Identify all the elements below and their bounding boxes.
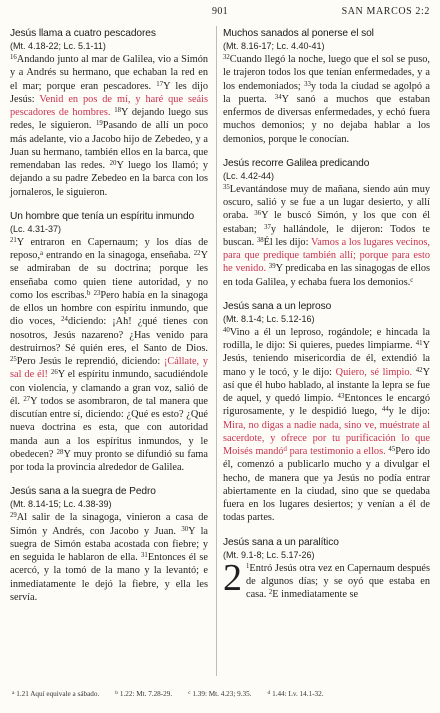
verse-number: 37 — [264, 223, 271, 231]
verse-number: 44 — [381, 406, 389, 414]
footnote-marker: b — [115, 690, 119, 696]
verse-number: 38 — [256, 236, 264, 244]
verse-text: Y se admiraban de su doctrina; porque les enseñaba como quien tiene autoridad, y no como los escribas. — [10, 250, 208, 301]
verse-number: 31 — [141, 552, 148, 559]
section-heading: Jesús recorre Galilea predicando — [223, 157, 370, 169]
section-heading: Jesús sana a la suegra de Pedro — [10, 486, 156, 498]
cross-reference: (Mt. 8.14-15; Lc. 4.38-39) — [10, 499, 112, 510]
verse-text: Entró Jesús otra vez en Capernaum después de algunos días; y se oyó que estaba en casa. — [246, 562, 430, 600]
verse-number: 34 — [274, 93, 282, 101]
words-of-jesus: Venid en pos de mí, y haré que seáis pescadores de hombres. — [10, 93, 208, 118]
verse-text: Levantándose muy de mañana, siendo aún muy oscuro, salió y se fue a un lugar desierto, y allí oraba. — [223, 183, 430, 222]
verse-text: Andando junto al mar de Galilea, vio a Simón y a Andrés su hermano, que echaban la red en el mar; porque eran pescadores. — [10, 54, 208, 92]
verse-number: 42 — [415, 366, 423, 374]
footnote — [115, 690, 172, 698]
page-header — [0, 6, 440, 22]
section-heading: Muchos sanados al ponerse el sol — [223, 28, 374, 39]
column-divider — [216, 26, 217, 676]
verse-number: 30 — [181, 525, 189, 533]
verse-paragraph — [223, 53, 430, 146]
verse-text: Pero había en la sinagoga de ellos un hombre con espíritu inmundo, que dio voces, — [10, 289, 208, 328]
verse-text: Y entraron en Capernaum; y los días de reposo, — [10, 236, 208, 261]
footnote-marker: a — [12, 690, 15, 696]
verse-number: 25 — [10, 356, 17, 363]
verse-number: 33 — [304, 80, 311, 88]
verse-text: Y Jesús, teniendo misericordia de él, extendió la mano y le tocó, y le dijo: — [223, 340, 430, 378]
left-column — [10, 27, 208, 604]
footnote-text: 1.21 Aquí equivale a sábado. — [14, 690, 100, 698]
verse-text: E inmediatamente se — [272, 589, 359, 600]
footnote — [188, 690, 251, 698]
footnote-marker: b — [86, 289, 91, 297]
verse-text: Al salir de la sinagoga, vinieron a casa de Simón y Andrés, con Jacobo y Juan. — [10, 512, 208, 537]
verse-number: 28 — [56, 448, 64, 456]
verse-text: Y muy pronto se difundió su fama por toda la provincia alrededor de Galilea. — [10, 448, 208, 473]
verse-text: Y todos se asombraron, de tal manera que discutían entre sí, diciendo: ¿Qué es esto? ¿Qué nueva doctrina es esta, que con autoridad manda aun a los espíritus inmundos, y le obedecen? — [10, 395, 208, 460]
verse-paragraph — [10, 236, 208, 475]
verse-text: Y luego los llamó; y dejando a su padre Zebedeo en la barca con los jornaleros, le siguieron. — [10, 160, 208, 198]
verse-number: 22 — [193, 250, 201, 257]
footnotes — [12, 689, 432, 699]
cross-reference: (Lc. 4.42-44) — [223, 170, 275, 181]
verse-paragraph — [223, 326, 430, 525]
footnote-marker: c — [188, 690, 191, 696]
verse-paragraph — [10, 53, 208, 199]
words-of-jesus: ¡Cállate, y sal de él! — [10, 356, 208, 381]
verse-text: Entonces él se acercó, y la tomó de la mano y la levantó; e inmediatamente le dejó la fiebre, y ella les servía. — [10, 552, 208, 603]
verse-text: Y dejando luego sus redes, le siguieron. — [10, 107, 208, 132]
verse-number: 36 — [254, 210, 262, 218]
verse-text: Él les dijo: — [263, 236, 311, 248]
verse-number: 16 — [10, 54, 17, 61]
verse-number: 26 — [50, 369, 58, 377]
verse-text: Pasando de allí un poco más adelante, vio a Jacobo hijo de Zebedeo, y a Juan su hermano, también ellos en la barca, que remendaban las redes. — [10, 120, 208, 171]
footnote-text: 1.39: Mt. 4.23; 9.35. — [190, 690, 252, 698]
words-of-jesus: Quiero, sé limpio. — [335, 366, 413, 378]
cross-reference: (Mt. 8.1-4; Lc. 5.12-16) — [223, 313, 315, 324]
verse-paragraph — [223, 183, 430, 289]
verse-number: 21 — [10, 236, 17, 244]
verse-number: 17 — [156, 80, 164, 88]
verse-text: Y predicaba en las sinagogas de ellos en toda Galilea, y echaba fuera los demonios. — [223, 263, 430, 288]
verse-number: 18 — [114, 107, 122, 114]
section-heading: Jesús sana a un paralítico — [223, 536, 339, 548]
verse-text: Entonces le encargó rigurosamente, y le despidió luego, — [223, 393, 430, 418]
verse-number: 29 — [10, 512, 17, 520]
cross-reference: (Mt. 8.16-17; Lc. 4.40-41) — [223, 41, 325, 51]
footnote-marker: a — [40, 250, 44, 257]
verse-text: y toda la ciudad se agolpó a la puerta. — [223, 80, 430, 105]
verse-text: Y la suegra de Simón estaba acostada con fiebre; y en seguida le hablaron de ella. — [10, 525, 208, 563]
verse-number: 20 — [109, 160, 117, 167]
verse-number: 35 — [223, 183, 230, 191]
verse-text: Cuando llegó la noche, luego que el sol se puso, le trajeron todos los que tenían enfermedades, y a los endemoniados; — [223, 54, 430, 92]
verse-text: Y les dijo Jesús: — [10, 80, 208, 105]
right-column — [223, 27, 430, 601]
verse-text: y le dijo: — [388, 406, 430, 418]
verse-text: diciendo: ¡Ah! ¿qué tienes con nosotros, Jesús nazareno? ¿Has venido para destruirnos? Sé quién eres, el Santo de Dios. — [10, 316, 208, 354]
verse-number: 24 — [61, 316, 68, 324]
verse-paragraph — [223, 556, 430, 602]
verse-number: 41 — [415, 340, 423, 347]
verse-number: 32 — [223, 54, 230, 61]
verse-number: 23 — [93, 289, 101, 297]
footnote — [12, 690, 99, 698]
section-heading: Jesús sana a un leproso — [223, 300, 332, 312]
verse-text: Y le buscó Simón, y los que con él estaban; — [223, 210, 431, 235]
footnote-text: 1.44: Lv. 14.1-32. — [270, 690, 324, 698]
footnote-marker: d — [267, 690, 271, 696]
verse-number: 19 — [95, 120, 103, 128]
verse-number: 2 — [268, 589, 273, 596]
verse-number: 39 — [268, 263, 276, 271]
verse-text: y hallándole, le dijeron: Todos te buscan. — [223, 223, 430, 248]
words-of-jesus: Vamos a los lugares vecinos, para que predique también allí; porque para esto he venido. — [223, 236, 430, 275]
footnote-marker: d — [283, 446, 287, 453]
section-heading: Jesús llama a cuatro pescadores — [10, 28, 156, 39]
cross-reference: (Lc. 4.31-37) — [10, 223, 62, 234]
verse-number: 40 — [223, 326, 230, 334]
page-number: 901 — [212, 6, 228, 17]
footnote-text: 1.22: Mt. 7.28-29. — [118, 690, 173, 698]
chapter-number: 2 — [223, 556, 242, 599]
words-of-jesus: para testimonio a ellos. — [286, 446, 386, 457]
verse-text: Y sanó a muchos que estaban enfermos de diversas enfermedades, y echó fuera muchos demonios; y no dejaba hablar a los demonios, porque le conocían. — [223, 93, 430, 145]
verse-paragraph — [10, 511, 208, 604]
verse-number: 1 — [246, 562, 250, 570]
footnote-marker: c — [410, 276, 414, 284]
verse-number: 43 — [337, 393, 345, 400]
verse-text: Y el espíritu inmundo, sacudiéndole con violencia, y clamando a gran voz, salió de él. — [10, 369, 208, 407]
cross-reference: (Mt. 9.1-8; Lc. 5.17-26) — [223, 549, 315, 560]
running-head: SAN MARCOS 2:2 — [341, 6, 430, 17]
verse-text: entrando en la sinagoga, enseñaba. — [43, 250, 194, 261]
section-heading: Un hombre que tenía un espíritu inmundo — [10, 210, 195, 222]
verse-text: Pero Jesús le reprendió, diciendo: — [16, 356, 164, 367]
cross-reference: (Mt. 4.18-22; Lc. 5.1-11) — [10, 41, 106, 51]
verse-number: 45 — [388, 446, 396, 453]
verse-text: Pero ido él, comenzó a publicarlo mucho y a divulgar el hecho, de manera que ya Jesús no podía entrar abiertamente en la ciudad, sino que se quedaba fuera en los lugares desiertos; y venían a él de todas partes. — [223, 446, 430, 524]
verse-text: Vino a él un leproso, rogándole; e hincada la rodilla, le dijo: Si quieres, puedes limpiarme. — [223, 326, 430, 351]
verse-text: Y así que él hubo hablado, al instante la lepra se fue de aquel, y quedó limpio. — [223, 366, 431, 404]
verse-number: 27 — [23, 395, 31, 403]
words-of-jesus: Mira, no digas a nadie nada, sino ve, muéstrate al sacerdote, y ofrece por tu purificación lo que Moisés mandó — [223, 419, 430, 457]
footnote — [268, 690, 324, 698]
